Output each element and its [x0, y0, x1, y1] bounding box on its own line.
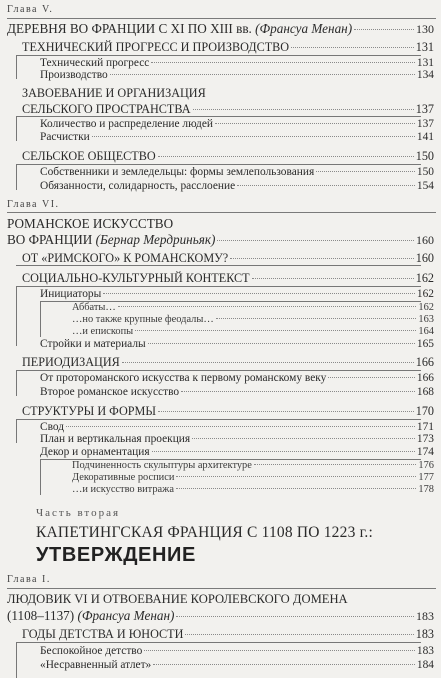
- page-number: 154: [416, 180, 434, 192]
- leader-dots: [328, 377, 415, 378]
- subsubsection-title: Аббаты…: [72, 302, 116, 313]
- toc-entry-ch5-s1b[interactable]: [40, 69, 434, 81]
- chapter-6-title-line1: РОМАНСКОЕ ИСКУССТВО: [7, 216, 174, 231]
- subsection-title: От протороманского искусства к первому романскому веку: [40, 372, 327, 384]
- page-number: 178: [418, 484, 434, 495]
- subsection-bar: [40, 459, 41, 495]
- section-title: ТЕХНИЧЕСКИЙ ПРОГРЕСС И ПРОИЗВОДСТВО: [22, 40, 290, 54]
- chapter-6-rule: [7, 212, 436, 213]
- subsubsection-title: …но также крупные феодалы…: [72, 314, 214, 325]
- leader-dots: [354, 29, 414, 30]
- leader-dots: [176, 476, 416, 477]
- toc-entry-ch1[interactable]: [7, 608, 434, 624]
- chapter-5-heading: Глава V.: [7, 4, 54, 15]
- leader-dots: [176, 488, 416, 489]
- leader-dots: [110, 74, 415, 75]
- section-rule: [16, 265, 421, 266]
- section-rule: [16, 55, 421, 56]
- page-number: 160: [416, 233, 434, 247]
- page-number: 171: [416, 421, 434, 433]
- leader-dots: [151, 62, 415, 63]
- toc-entry-ch6-s2b[interactable]: [40, 338, 434, 350]
- subsection-title: Декор и орнаментация: [40, 446, 150, 458]
- toc-entry-ch6-s4c3[interactable]: [72, 484, 434, 495]
- subsubsection-title: Декоративные росписи: [72, 472, 175, 483]
- subsection-title: Расчистки: [40, 131, 90, 143]
- section-title: ПЕРИОДИЗАЦИЯ: [22, 355, 120, 369]
- page-number: 150: [415, 149, 434, 163]
- toc-entry-ch6-s4c1[interactable]: [72, 460, 434, 471]
- page-number: 174: [416, 446, 434, 458]
- leader-dots: [216, 318, 417, 319]
- subsection-title: Второе романское искусство: [40, 386, 180, 398]
- toc-entry-ch5-s1a[interactable]: [40, 57, 434, 69]
- subsection-title: Инициаторы: [40, 288, 102, 300]
- subsection-title: Технический прогресс: [40, 57, 150, 69]
- leader-dots: [230, 258, 414, 259]
- toc-entry-ch5-s2b[interactable]: [40, 131, 434, 143]
- subsection-title: Беспокойное детство: [40, 645, 143, 657]
- chapter-6-heading: Глава VI.: [7, 199, 60, 210]
- subsection-title: Обязанности, солидарность, расслоение: [40, 180, 236, 192]
- leader-dots: [291, 47, 414, 48]
- toc-entry-ch5-s3a[interactable]: [40, 166, 434, 178]
- leader-dots: [193, 109, 414, 110]
- page-number: 162: [418, 302, 434, 313]
- subsection-title: План и вертикальная проекция: [40, 433, 191, 445]
- part-label: Часть вторая: [36, 507, 121, 519]
- toc-entry-ch6-s3b[interactable]: [40, 386, 434, 398]
- subsection-bar: [40, 301, 41, 337]
- toc-entry-ch5-s1[interactable]: [22, 40, 434, 55]
- page-number: 131: [415, 40, 434, 54]
- leader-dots: [148, 343, 415, 344]
- subsection-title: Производство: [40, 69, 108, 81]
- leader-dots: [176, 616, 414, 617]
- page-number: 141: [416, 131, 434, 143]
- toc-entry-ch5[interactable]: [7, 21, 434, 37]
- toc-entry-ch6-s3[interactable]: [22, 355, 434, 370]
- page-number: 176: [418, 460, 434, 471]
- page-number: 166: [416, 372, 434, 384]
- section-rule: [16, 370, 421, 371]
- page-number: 183: [416, 609, 434, 623]
- chapter-6-author: (Бернар Мердриньяк): [95, 232, 216, 247]
- page-number: 184: [416, 659, 434, 671]
- part-title: КАПЕТИНГСКАЯ ФРАНЦИЯ С 1108 ПО 1223 г.:: [36, 524, 374, 541]
- section-bar: [16, 286, 17, 346]
- subsection-title: «Несравненный атлет»: [40, 659, 152, 671]
- chapter-5-rule: [7, 18, 436, 19]
- page-number: 183: [416, 645, 434, 657]
- subsection-title: Количество и распределение людей: [40, 118, 213, 130]
- page-number: 177: [418, 472, 434, 483]
- toc-entry-ch6-s2a3[interactable]: [72, 326, 434, 337]
- section-title: СОЦИАЛЬНО-КУЛЬТУРНЫЙ КОНТЕКСТ: [22, 271, 250, 285]
- section-title: СЕЛЬСКОЕ ОБЩЕСТВО: [22, 149, 156, 163]
- section-title: ОТ «РИМСКОГО» К РОМАНСКОМУ?: [22, 251, 229, 265]
- leader-dots: [192, 438, 415, 439]
- leader-dots: [103, 293, 415, 294]
- section-bar: [16, 370, 17, 396]
- leader-dots: [215, 123, 415, 124]
- chapter-6-title-line2: ВО ФРАНЦИИ: [7, 232, 93, 247]
- chapter-1-author: (Франсуа Менан): [77, 608, 175, 623]
- chapter-1-title-line1: ЛЮДОВИК VI И ОТВОЕВАНИЕ КОРОЛЕВСКОГО ДОМЕНА: [7, 592, 348, 606]
- toc-entry-ch5-s2a[interactable]: [40, 118, 434, 130]
- section-title: ГОДЫ ДЕТСТВА И ЮНОСТИ: [22, 627, 184, 641]
- subsubsection-title: …и искусство витража: [72, 484, 174, 495]
- leader-dots: [254, 464, 417, 465]
- toc-entry-ch6-s2a1[interactable]: [72, 302, 434, 313]
- subsubsection-title: …и епископы: [72, 326, 134, 337]
- toc-entry-ch6-s4a[interactable]: [40, 421, 434, 433]
- leader-dots: [181, 391, 415, 392]
- subsubsection-title: Подчиненность скульптуры архитектуре: [72, 460, 252, 471]
- page-number: 160: [415, 251, 434, 265]
- toc-entry-ch1-s1[interactable]: [22, 627, 434, 642]
- leader-dots: [144, 650, 415, 651]
- chapter-5-title: ДЕРЕВНЯ ВО ФРАНЦИИ С XI ПО XIII вв.: [7, 21, 252, 36]
- section-title-line2: СЕЛЬСКОГО ПРОСТРАНСТВА: [22, 102, 191, 116]
- section-rule: [16, 419, 421, 420]
- leader-dots: [66, 426, 415, 427]
- page-number: 168: [416, 386, 434, 398]
- leader-dots: [92, 136, 415, 137]
- page-number: 134: [416, 69, 434, 81]
- part-subtitle: УТВЕРЖДЕНИЕ: [36, 544, 196, 566]
- toc-entry-ch6-s1[interactable]: [22, 251, 434, 266]
- page-number: 137: [415, 102, 434, 116]
- leader-dots: [153, 664, 415, 665]
- page-number: 137: [416, 118, 434, 130]
- page-number: 130: [416, 22, 434, 36]
- toc-entry-ch5-s2[interactable]: [22, 102, 434, 117]
- leader-dots: [158, 156, 414, 157]
- section-bar: [16, 419, 17, 443]
- toc-entry-ch6-s2a2[interactable]: [72, 314, 434, 325]
- page-number: 170: [415, 404, 434, 418]
- toc-entry-ch6-s4c[interactable]: [40, 446, 434, 458]
- toc-entry-ch6-s4[interactable]: [22, 404, 434, 419]
- subsection-title: Стройки и материалы: [40, 338, 146, 350]
- section-rule: [16, 642, 421, 643]
- toc-entry-ch6-s4b[interactable]: [40, 433, 434, 445]
- section-rule: [16, 164, 421, 165]
- leader-dots: [316, 171, 415, 172]
- page-number: 183: [415, 627, 434, 641]
- toc-entry-ch1-s1b[interactable]: [40, 659, 434, 671]
- leader-dots: [152, 451, 415, 452]
- page-number: 165: [416, 338, 434, 350]
- toc-entry-ch6[interactable]: [7, 232, 434, 248]
- leader-dots: [217, 240, 414, 241]
- chapter-5-author: (Франсуа Менан): [255, 21, 353, 36]
- leader-dots: [118, 306, 417, 307]
- toc-entry-ch6-s3a[interactable]: [40, 372, 434, 384]
- section-title: СТРУКТУРЫ И ФОРМЫ: [22, 404, 157, 418]
- section-rule: [16, 286, 421, 287]
- subsection-title: Собственники и земледельцы: формы землепользования: [40, 166, 315, 178]
- toc-entry-ch6-s2a[interactable]: [40, 288, 434, 300]
- section-bar: [16, 55, 17, 79]
- section-rule: [16, 116, 421, 117]
- subsection-title: Свод: [40, 421, 65, 433]
- page-number: 150: [416, 166, 434, 178]
- leader-dots: [158, 411, 414, 412]
- toc-entry-ch6-s4c2[interactable]: [72, 472, 434, 483]
- page-number: 162: [415, 271, 434, 285]
- section-bar: [16, 116, 17, 141]
- toc-entry-ch5-s3[interactable]: [22, 149, 434, 164]
- toc-entry-ch5-s3b[interactable]: [40, 180, 434, 192]
- section-bar: [16, 642, 17, 678]
- page-number: 131: [416, 57, 434, 69]
- leader-dots: [135, 330, 416, 331]
- chapter-1-rule: [7, 588, 436, 589]
- leader-dots: [237, 185, 415, 186]
- leader-dots: [252, 278, 414, 279]
- section-title-line1: ЗАВОЕВАНИЕ И ОРГАНИЗАЦИЯ: [22, 86, 206, 100]
- toc-entry-ch1-s1a[interactable]: [40, 645, 434, 657]
- leader-dots: [122, 362, 414, 363]
- section-bar: [16, 164, 17, 190]
- toc-entry-ch6-s2[interactable]: [22, 271, 434, 286]
- leader-dots: [185, 634, 413, 635]
- page-number: 163: [418, 314, 434, 325]
- page-number: 166: [415, 355, 434, 369]
- page-number: 164: [418, 326, 434, 337]
- chapter-1-title-line2: (1108–1137): [7, 608, 75, 623]
- page-number: 162: [416, 288, 434, 300]
- chapter-1-heading: Глава I.: [7, 574, 51, 585]
- page-number: 173: [416, 433, 434, 445]
